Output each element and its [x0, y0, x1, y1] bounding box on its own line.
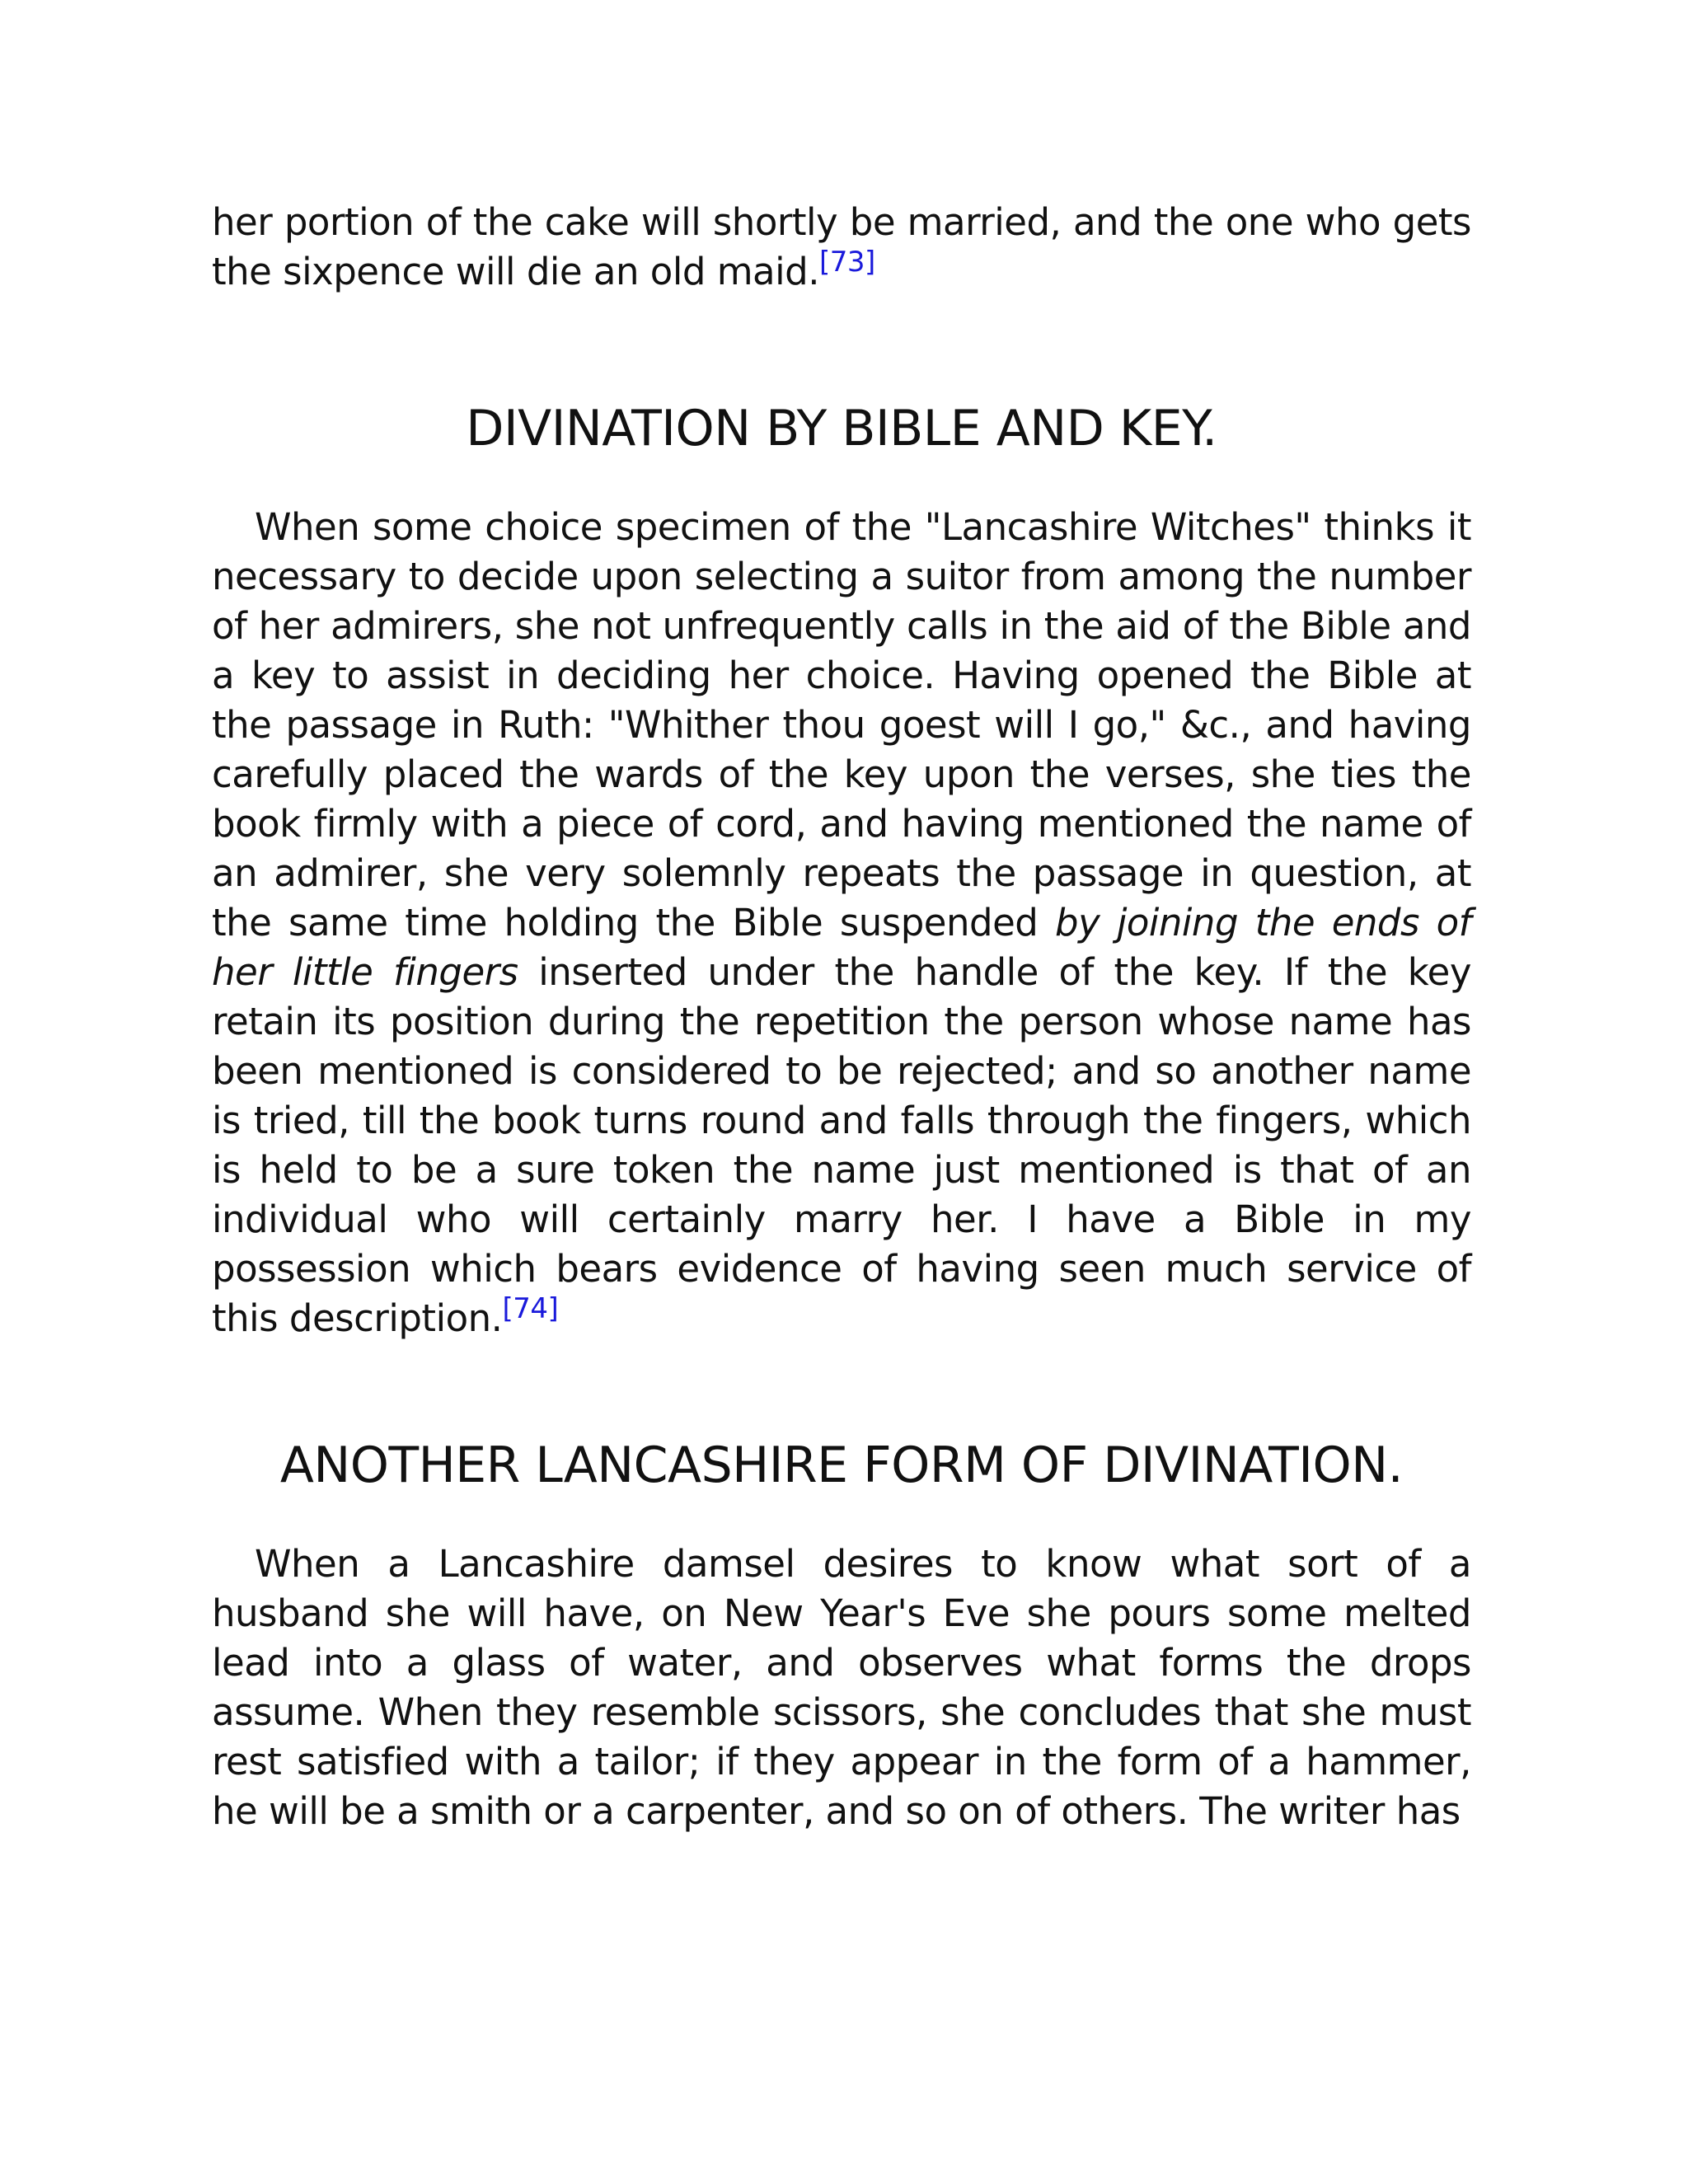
- continuation-paragraph: [212, 198, 1471, 297]
- lancashire-divination-text: When a Lancashire damsel desires to know what sort of a husband she will have, on New Year's Eve she pours some melted lead into a glass of water, and observes what forms the drops assume. When they resemble scissors, she concludes that she must rest satisfied with a tailor; if they appear in the form of a hammer, he will be a smith or a carpenter, and so on of others. The writer has: [212, 1542, 1471, 1833]
- continuation-text: her portion of the cake will shortly be married, and the one who gets the sixpence will die an old maid.: [212, 200, 1471, 293]
- bible-key-text-part-1: When some choice specimen of the "Lancashire Witches" thinks it necessary to decide upon selecting a suitor from among the number of her admirers, she not unfrequently calls in the aid of the Bible and a key to assist in deciding her choice. Having opened the Bible at the passage in Ruth: "Whither thou goest will I go," &c., and having carefully placed the wards of the key upon the verses, she ties the book firmly with a piece of cord, and having mentioned the name of an admirer, she very solemnly repeats the passage in question, at the same time holding the Bible suspended: [212, 505, 1471, 944]
- section-heading-lancashire-divination: ANOTHER LANCASHIRE FORM OF DIVINATION.: [279, 1436, 1404, 1494]
- page-content: [212, 198, 1471, 1836]
- footnote-link-74[interactable]: [74]: [502, 1292, 559, 1325]
- lancashire-divination-paragraph: [212, 1540, 1471, 1836]
- bible-key-text-part-2: inserted under the handle of the key. If the key retain its position during the repetition the person whose name has been mentioned is considered to be rejected; and so another name is tried, till the book turns round and falls through the fingers, which is held to be a sure token the name just mentioned is that of an individual who will certainly marry her. I have a Bible in my possession which bears evidence of having seen much service of this description.: [212, 950, 1471, 1340]
- section-heading-bible-and-key: DIVINATION BY BIBLE AND KEY.: [466, 400, 1217, 457]
- footnote-ref-73: [819, 246, 875, 279]
- footnote-ref-74: [502, 1292, 558, 1325]
- bible-key-paragraph: [212, 503, 1471, 1343]
- footnote-link-73[interactable]: [73]: [819, 246, 875, 279]
- bible-key-italic-phrase: by joining the ends of her little fingers: [212, 901, 1471, 994]
